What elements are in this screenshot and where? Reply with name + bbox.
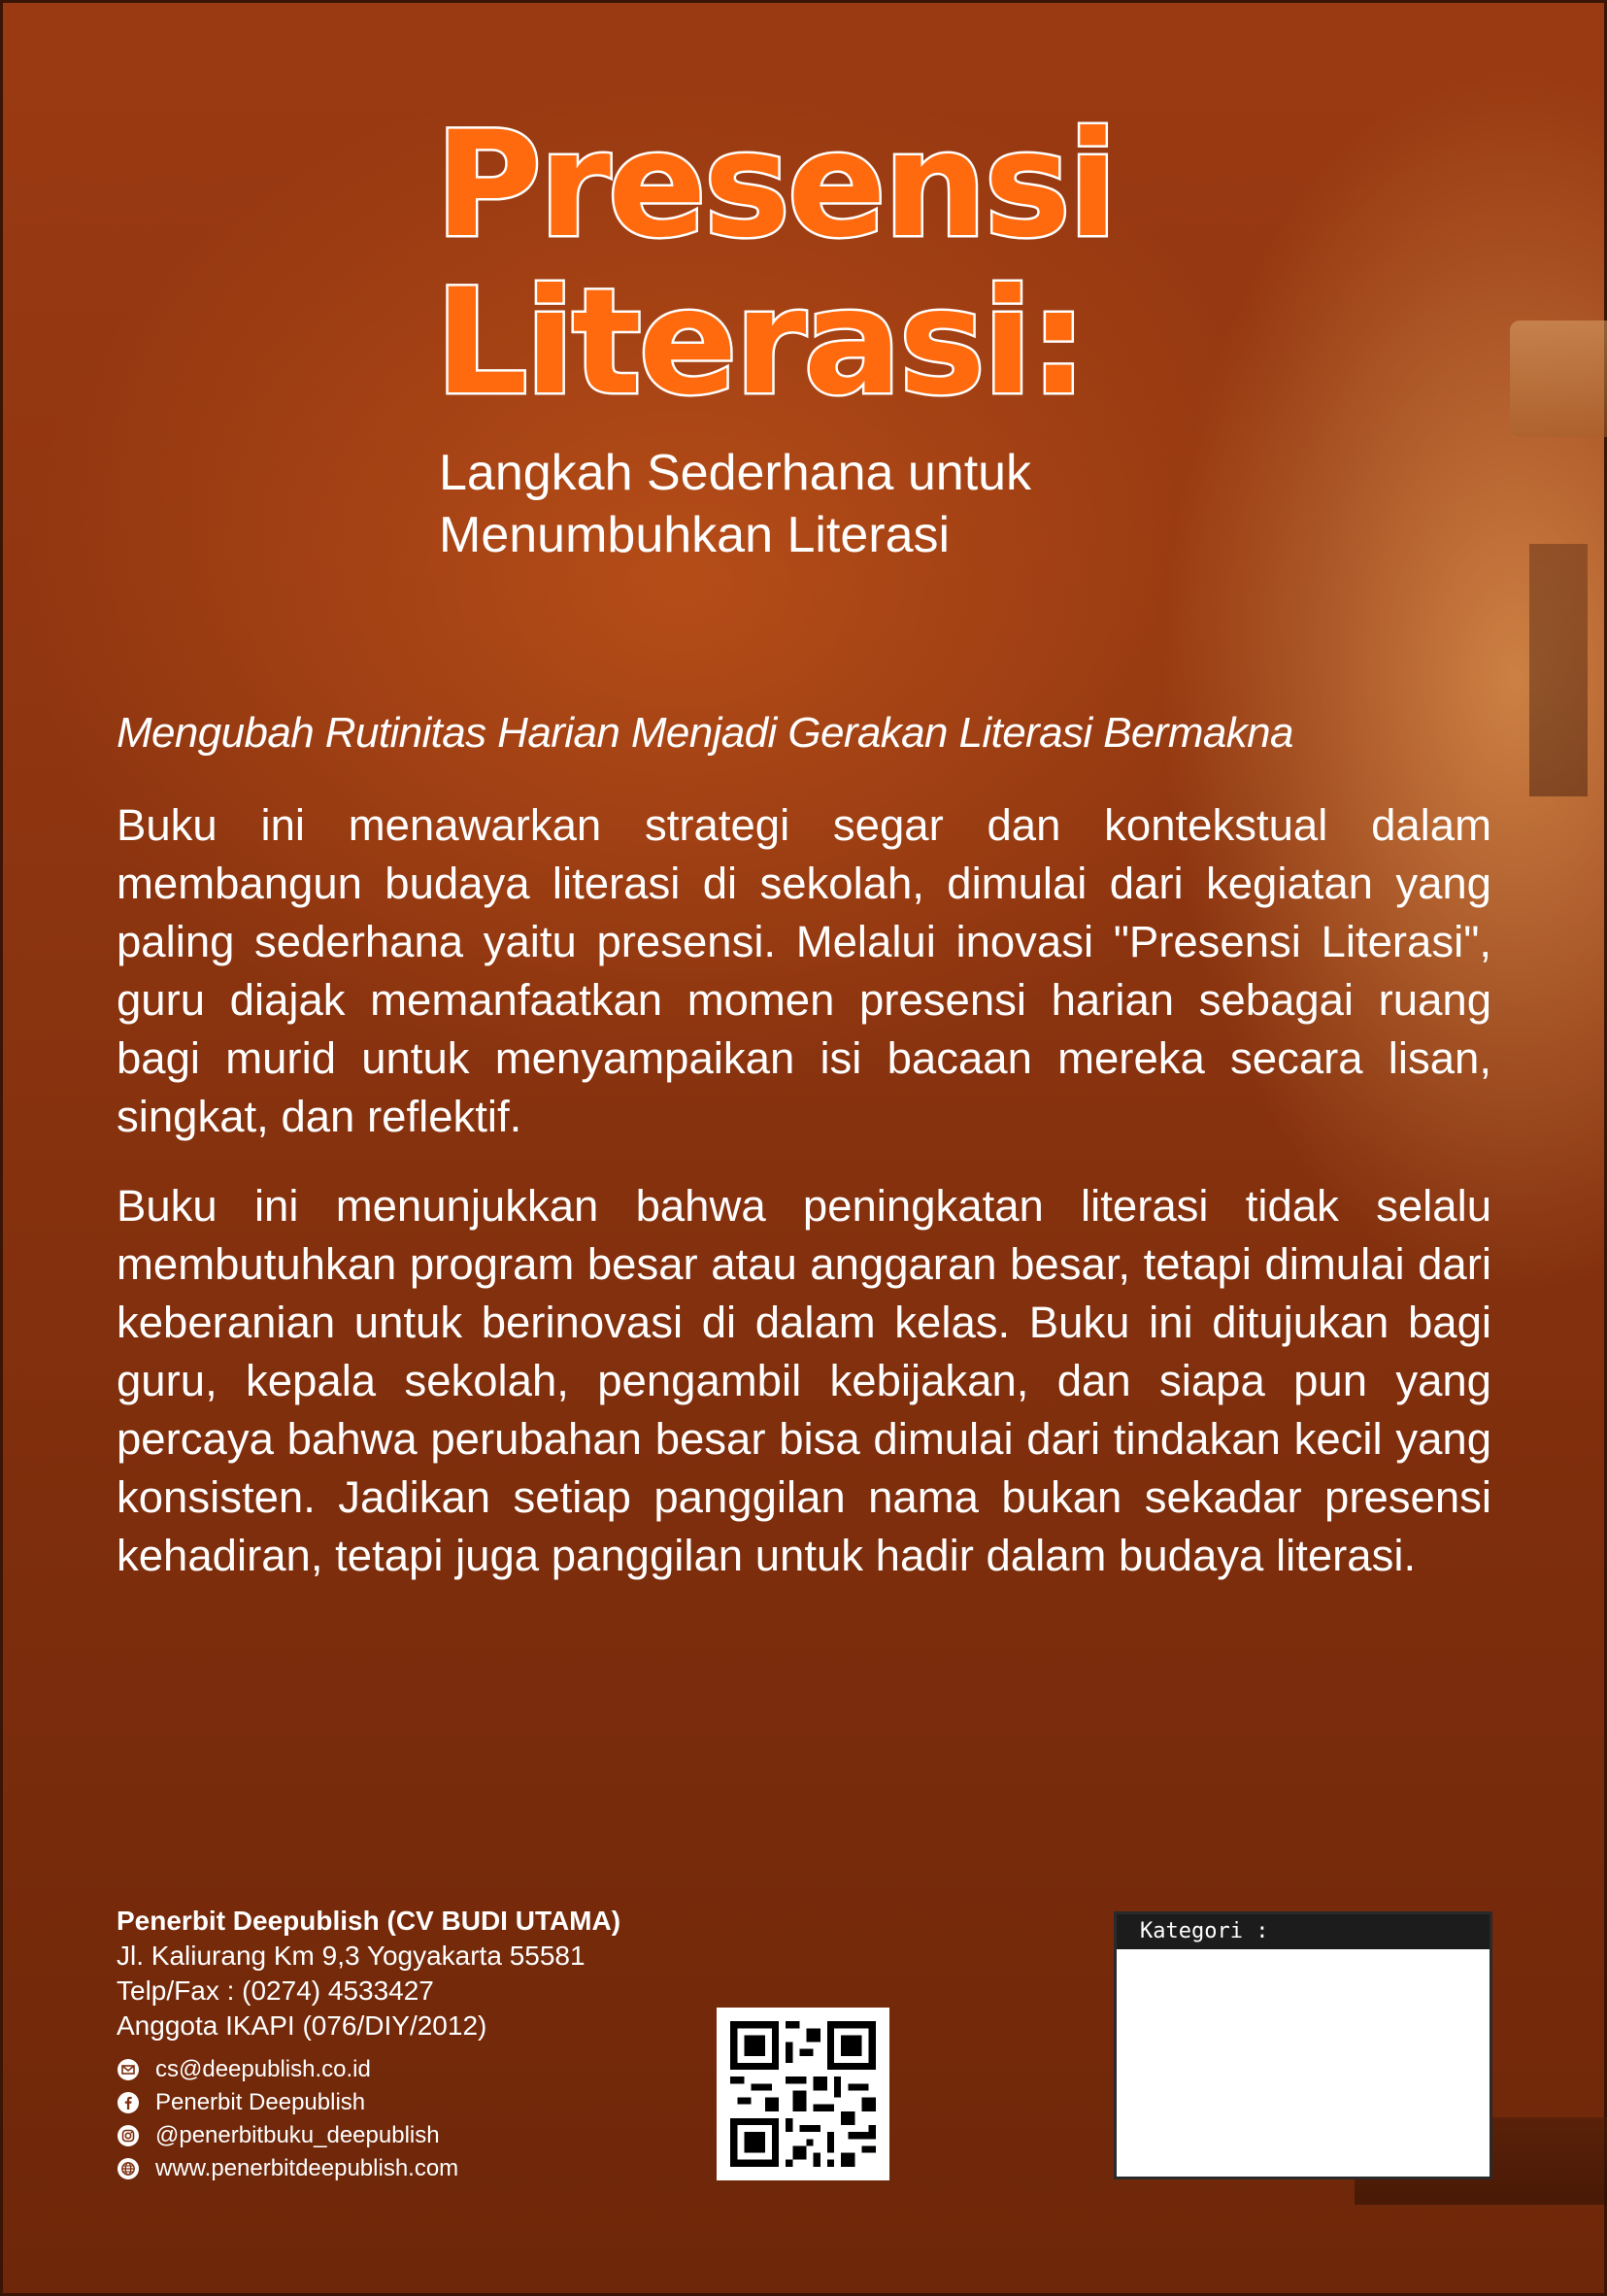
publisher-membership: Anggota IKAPI (076/DIY/2012) (117, 2010, 487, 2041)
category-box (1114, 1911, 1492, 2179)
background-book-image (1510, 321, 1607, 437)
email-icon (117, 2058, 140, 2081)
publisher-name: Penerbit Deepublish (CV BUDI UTAMA) (117, 1906, 621, 1936)
tagline: Mengubah Rutinitas Harian Menjadi Gerakan Literasi Bermakna (117, 709, 1293, 757)
subtitle-line-1: Langkah Sederhana untuk (439, 445, 1032, 501)
contact-facebook-text: Penerbit Deepublish (155, 2089, 366, 2115)
subtitle-line-2: Menumbuhkan Literasi (439, 507, 951, 563)
qr-code[interactable] (717, 2008, 889, 2180)
book-subtitle (439, 442, 1031, 566)
synopsis-paragraph-1: Buku ini menawarkan strategi segar dan kontekstual dalam membangun budaya literasi di sekolah, dimulai dari kegiatan yang paling sederhana yaitu presensi. Melalui inovasi "Presensi Literasi", guru diajak memanfaatkan momen presensi harian sebagai ruang bagi murid untuk menyampaikan isi bacaan mereka secara lisan, singkat, dan reflektif. (117, 800, 1491, 1141)
background-book-spine (1529, 544, 1588, 796)
contact-instagram-text: @penerbitbuku_deepublish (155, 2122, 440, 2148)
contact-website[interactable] (117, 2152, 620, 2184)
globe-icon (117, 2157, 140, 2180)
category-label: Kategori : (1117, 1914, 1490, 1949)
contact-facebook[interactable] (117, 2086, 620, 2118)
contact-email[interactable] (117, 2053, 620, 2085)
contact-list (117, 2053, 620, 2184)
publisher-address: Jl. Kaliurang Km 9,3 Yogyakarta 55581 (117, 1941, 586, 1971)
book-title (435, 101, 1116, 427)
instagram-icon (117, 2124, 140, 2147)
contact-instagram[interactable] (117, 2119, 620, 2151)
facebook-icon (117, 2091, 140, 2114)
title-line-1: Presensi (435, 101, 1116, 270)
publisher-phone: Telp/Fax : (0274) 4533427 (117, 1975, 434, 2006)
contact-email-text: cs@deepublish.co.id (155, 2056, 371, 2082)
title-line-2: Literasi: (435, 258, 1086, 427)
publisher-info (117, 1904, 620, 2184)
contact-website-text: www.penerbitdeepublish.com (155, 2155, 459, 2181)
synopsis-paragraph-2: Buku ini menunjukkan bahwa peningkatan literasi tidak selalu membutuhkan program besar atau anggaran besar, tetapi dimulai dari keberanian untuk berinovasi di dalam kelas. Buku ini ditujukan bagi guru, kepala sekolah, pengambil kebijakan, dan siapa pun yang percaya bahwa perubahan besar bisa dimulai dari tindakan kecil yang konsisten. Jadikan setiap panggilan nama bukan sekadar presensi kehadiran, tetapi juga panggilan untuk hadir dalam budaya literasi. (117, 1181, 1491, 1580)
